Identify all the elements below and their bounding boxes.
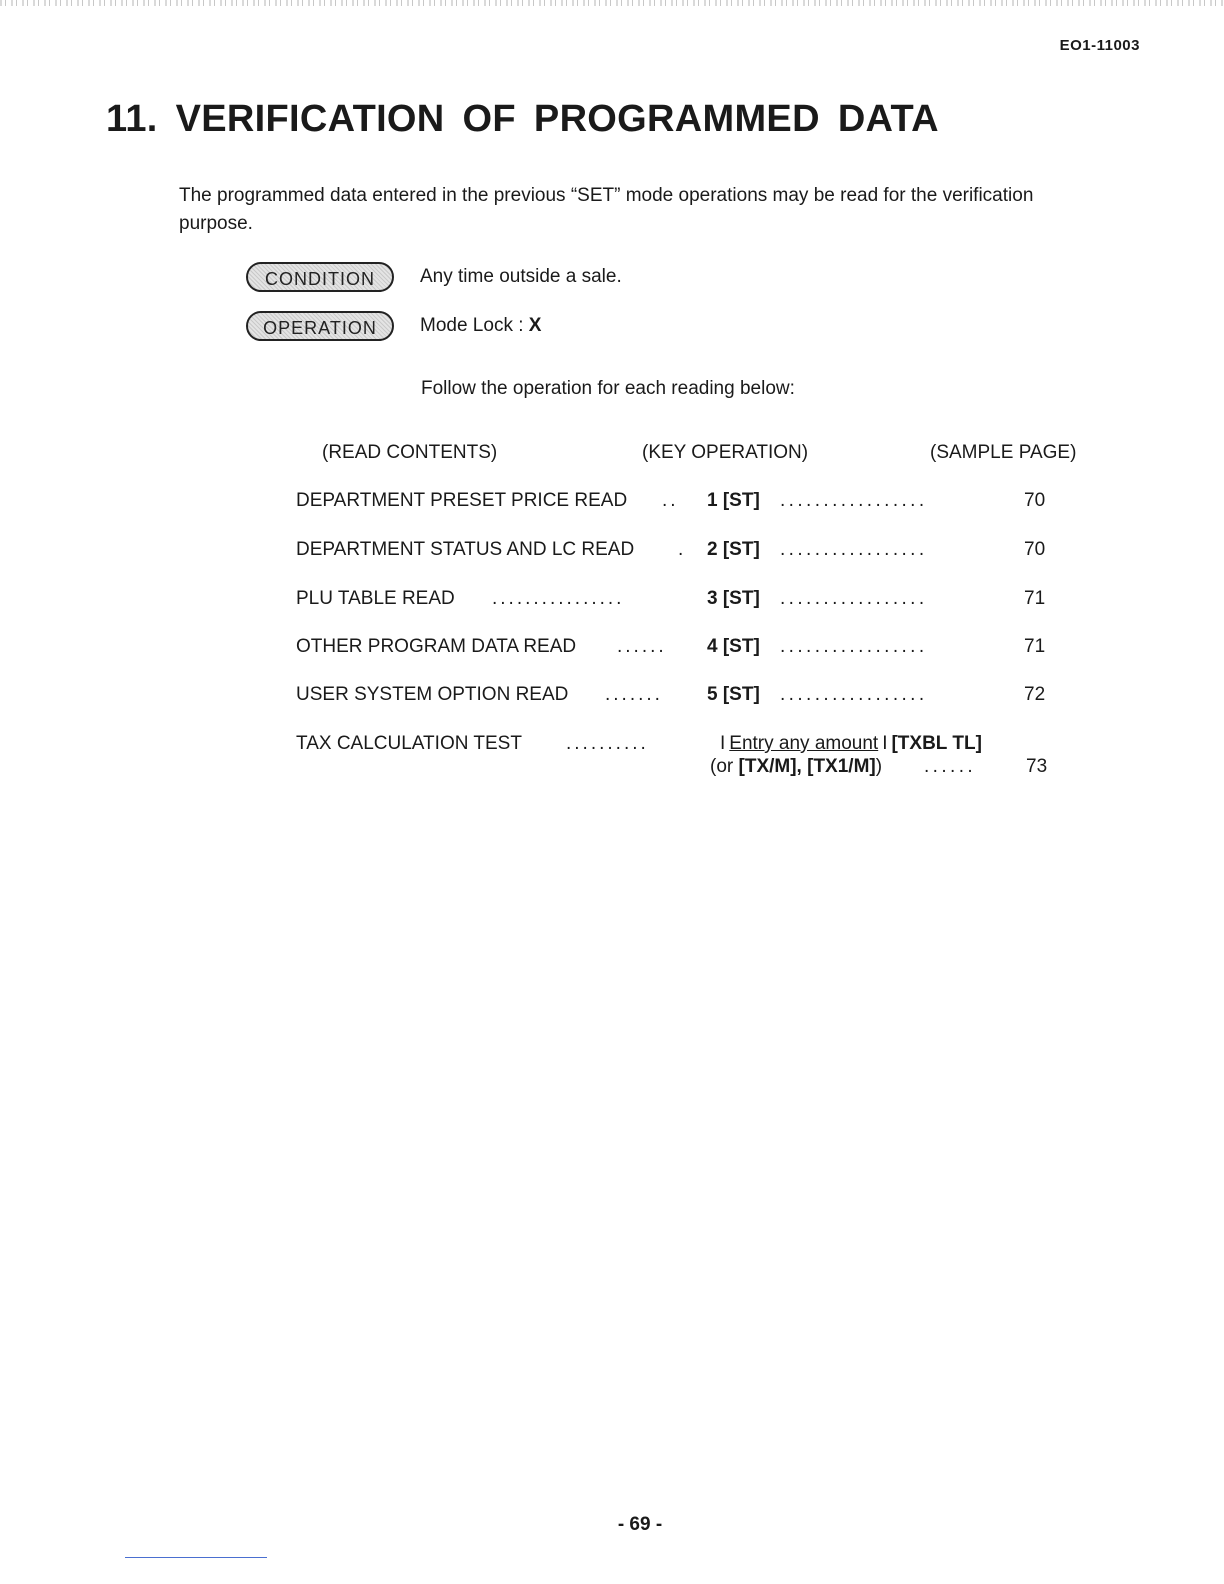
key-operation-cell: 2 [ST] [707,539,760,560]
alt-keys: [TX/M], [TX1/M] [738,756,876,777]
sample-page-cell: 71 [1024,636,1046,657]
read-contents-cell: PLU TABLE READ [296,588,455,609]
table-row [0,490,1224,520]
table-row [0,684,1224,714]
section-heading [106,98,939,141]
table-row [0,636,1224,666]
operation-badge: OPERATION [246,311,394,341]
read-contents-cell: USER SYSTEM OPTION READ [296,684,569,705]
entry-bracket: I [882,733,888,754]
leader-dots: ................. [780,490,928,511]
entry-any-amount: Entry any amount [729,733,879,754]
txbl-tl-key: [TXBL TL] [891,733,982,754]
sample-page-cell: 73 [1026,756,1048,777]
read-contents-cell: DEPARTMENT PRESET PRICE READ [296,490,628,511]
sample-page-cell: 70 [1024,539,1046,560]
section-number: 11. [106,98,158,140]
leader-dots: ................. [780,539,928,560]
alt-open: (or [710,756,734,777]
leader-dots: ................. [780,636,928,657]
sample-page-cell: 71 [1024,588,1046,609]
key-operation-cell: 5 [ST] [707,684,760,705]
section-title-word: VERIFICATION [175,98,445,140]
key-operation-cell: 1 [ST] [707,490,760,511]
alt-close: ) [875,756,883,777]
key-operation-cell [716,733,982,755]
leader-dots: ...... [924,756,977,777]
column-header-read-contents: (READ CONTENTS) [322,442,498,463]
leader-dots: .. [662,490,679,511]
column-header-sample-page: (SAMPLE PAGE) [930,442,1077,463]
condition-badge: CONDITION [246,262,394,292]
read-contents-cell: DEPARTMENT STATUS AND LC READ [296,539,635,560]
leader-dots: . [678,539,687,560]
section-title-word: PROGRAMMED [533,98,820,140]
page-number: - 69 - [617,1514,663,1535]
intro-paragraph: The programmed data entered in the previous “SET” mode operations may be read for the verification purpose. [179,185,1034,234]
scan-noise-edge [0,0,1224,6]
operation-text [420,315,541,337]
leader-dots: ...... [617,636,667,657]
bottom-rule-line [125,1557,267,1558]
leader-dots: ....... [605,684,663,705]
read-contents-cell: TAX CALCULATION TEST [296,733,522,754]
table-row [0,539,1224,569]
table-row [0,588,1224,618]
section-title-word: OF [462,98,516,140]
sample-page-cell: 70 [1024,490,1046,511]
document-code: EO1-11003 [1059,37,1140,54]
entry-bracket: I [720,733,726,754]
column-header-key-operation: (KEY OPERATION) [642,442,809,463]
condition-text: Any time outside a sale. [420,266,622,287]
leader-dots: ................ [492,588,625,609]
key-operation-cell: 3 [ST] [707,588,760,609]
leader-dots: .......... [566,733,649,754]
follow-instruction: Follow the operation for each reading below: [421,378,795,399]
sample-page-cell: 72 [1024,684,1046,705]
alt-keys-cell [710,756,882,778]
mode-lock-label: Mode Lock : [420,315,524,336]
mode-lock-value: X [528,315,542,336]
leader-dots: ................. [780,684,928,705]
section-title-word: DATA [837,98,939,140]
key-operation-cell: 4 [ST] [707,636,760,657]
leader-dots: ................. [780,588,928,609]
read-contents-cell: OTHER PROGRAM DATA READ [296,636,577,657]
